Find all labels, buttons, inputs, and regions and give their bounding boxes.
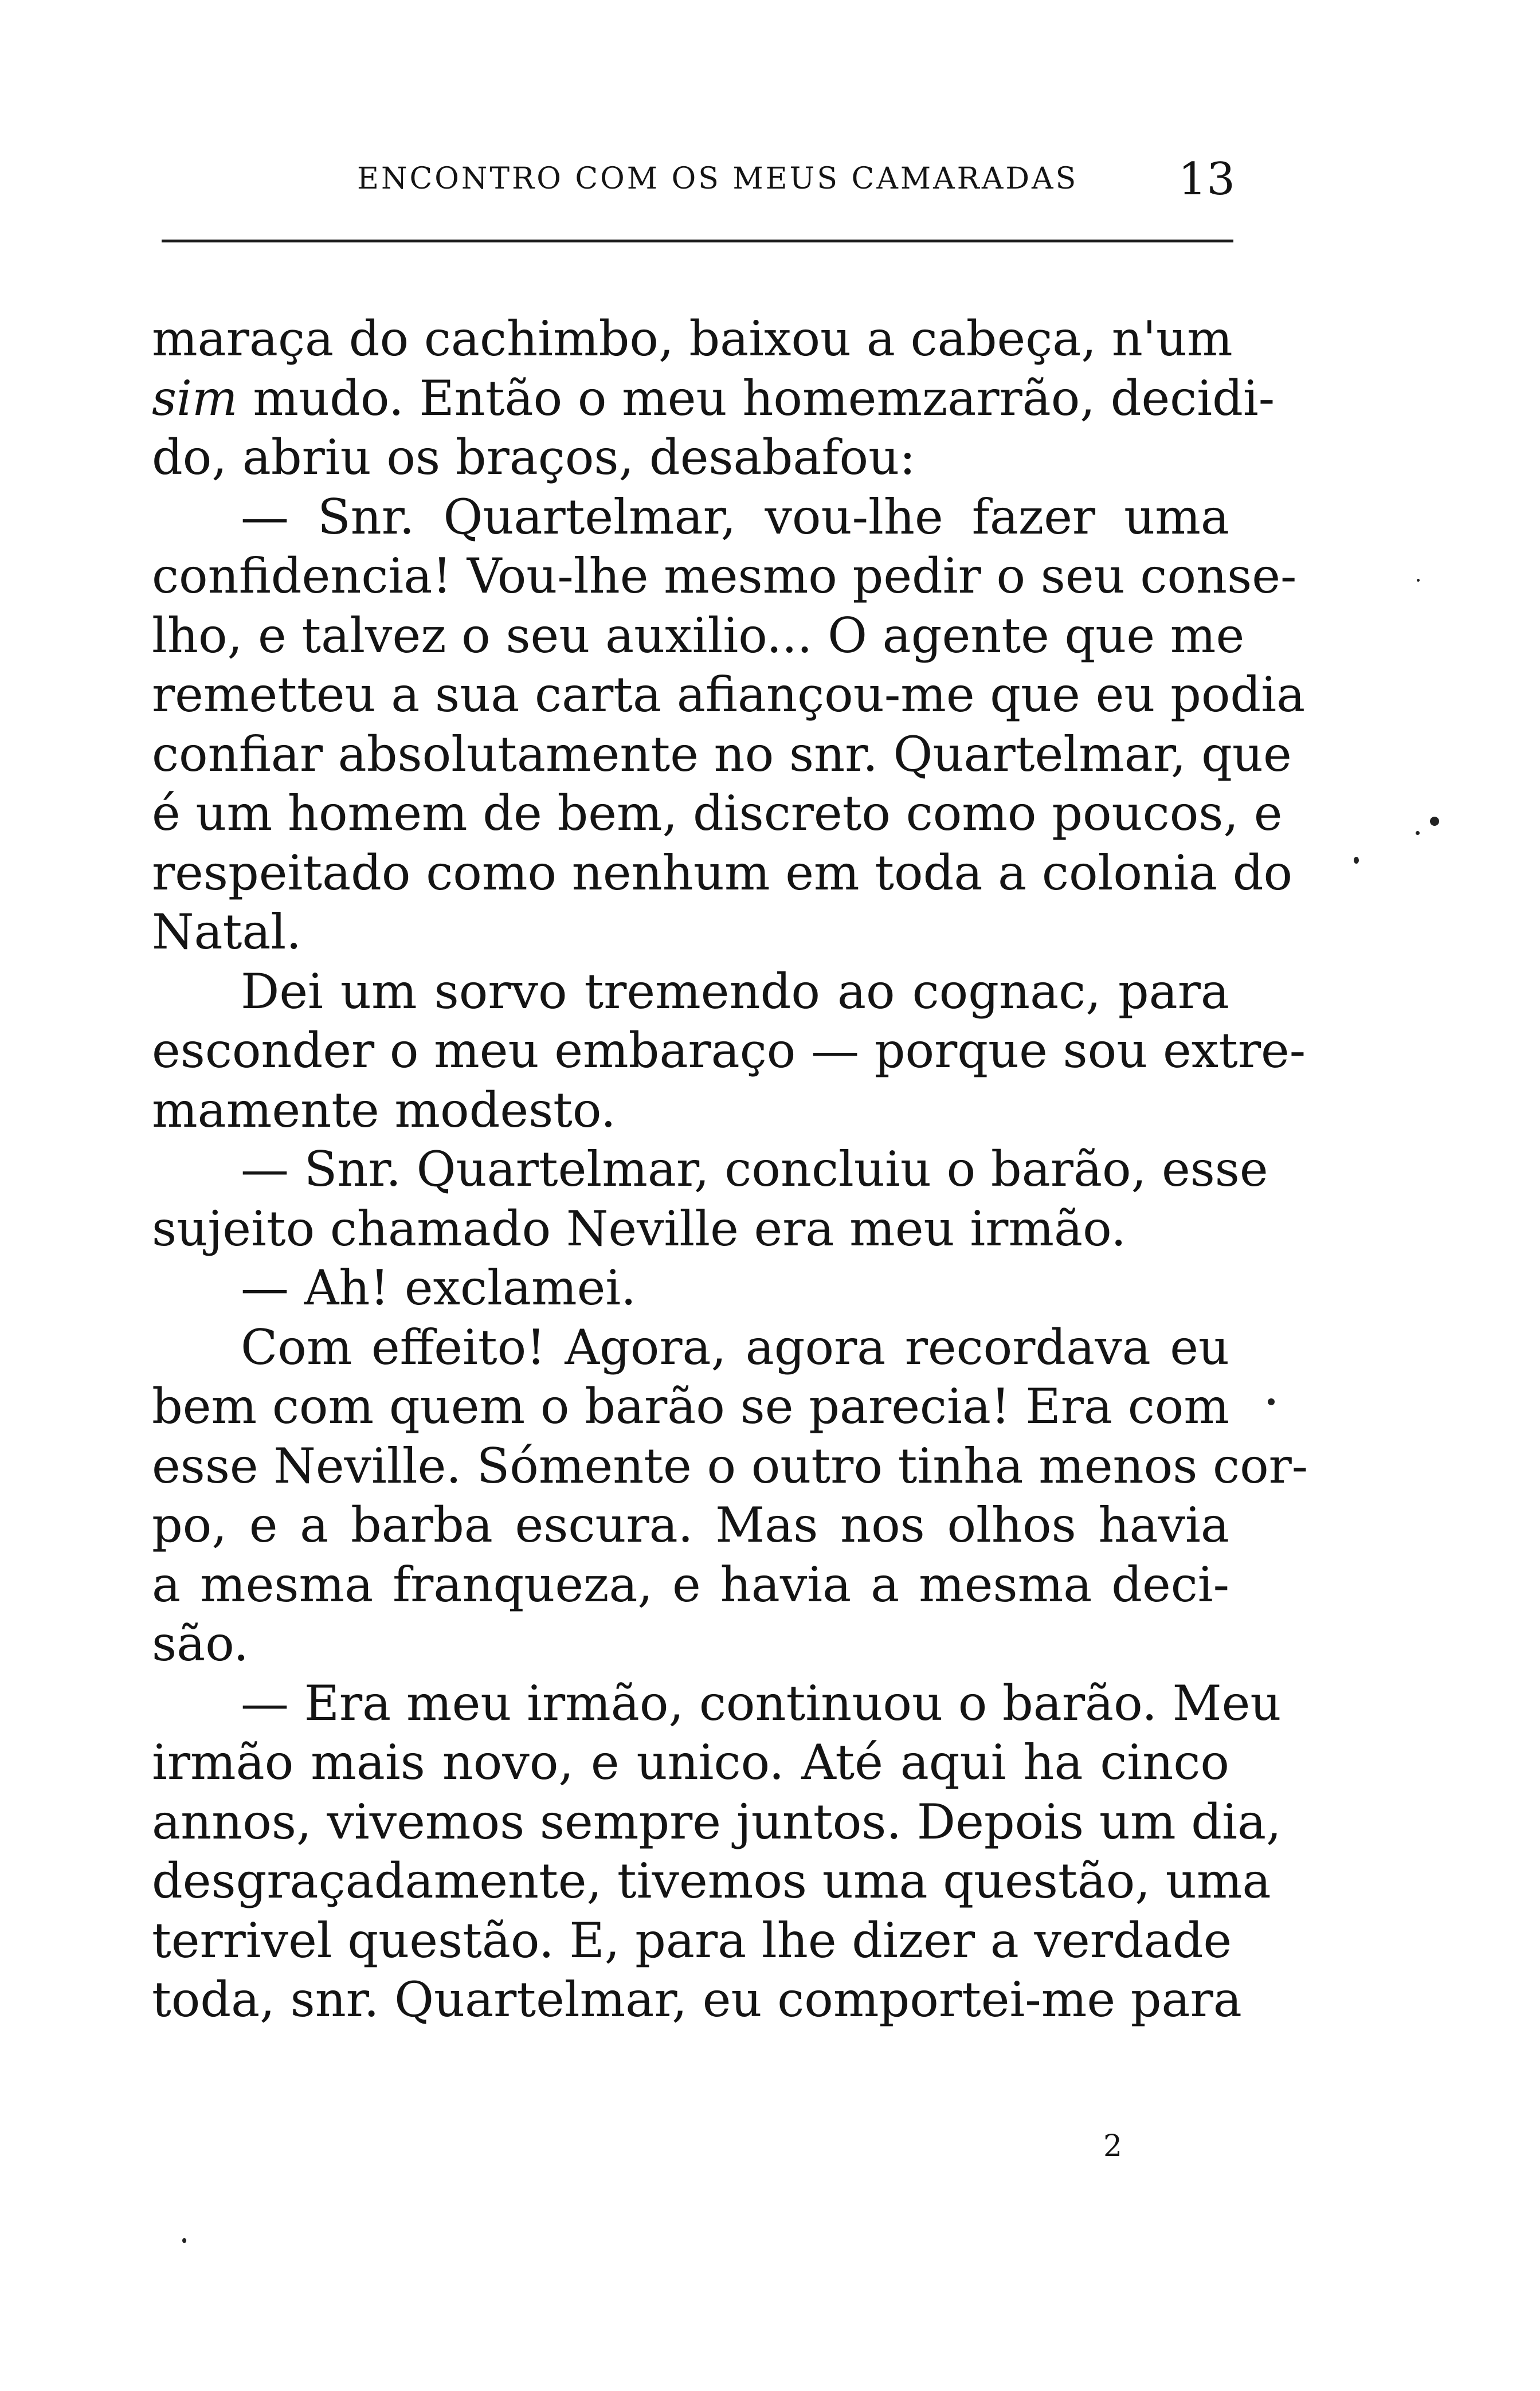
text-line-29: toda, snr. Quartelmar, eu comportei-me para: [152, 1971, 1242, 2028]
text-line-22: a mesma franqueza, e havia a mesma deci-: [152, 1556, 1229, 1613]
text-line-1: maraça do cachimbo, baixou a cabeça, n'um: [152, 311, 1233, 367]
page-number: 13: [1178, 154, 1235, 205]
text-line-14: mamente modesto.: [152, 1081, 616, 1138]
text-line-9: é um homem de bem, discreto como poucos, e: [152, 785, 1283, 841]
running-head: [152, 154, 1235, 205]
text-line-19: bem com quem o barão se parecia! Era com: [152, 1378, 1229, 1434]
text-line-7: remetteu a sua carta afiançou-me que eu podia: [152, 667, 1306, 723]
text-line-28: terrivel questão. E, para lhe dizer a verdade: [152, 1912, 1232, 1969]
text-line-10: respeitado como nenhum em toda a colonia do: [152, 844, 1293, 901]
text-line-2: [152, 369, 1275, 429]
text-line-8: confiar absolutamente no snr. Quartelmar, que: [152, 726, 1292, 782]
text-line-5: confidencia! Vou-lhe mesmo pedir o seu conse-: [152, 548, 1297, 604]
running-title: ENCONTRO COM OS MEUS CAMARADAS: [357, 162, 1079, 196]
ink-speck: [1416, 831, 1420, 835]
text-line-11: Natal.: [152, 904, 301, 960]
text-line-17: — Ah! exclamei.: [241, 1260, 636, 1316]
ink-speck: [182, 2238, 186, 2243]
text-line-6: lho, e talvez o seu auxilio... O agente que me: [152, 607, 1245, 664]
text-line-3: do, abriu os braços, desabafou:: [152, 429, 916, 485]
text-line-16: sujeito chamado Neville era meu irmão.: [152, 1200, 1126, 1257]
text-line-12: Dei um sorvo tremendo ao cognac, para: [241, 963, 1229, 1020]
signature-mark: 2: [1103, 2129, 1123, 2163]
text-line-18: Com effeito! Agora, agora recordava eu: [241, 1319, 1229, 1375]
italic-word: sim: [152, 370, 238, 426]
text-line-26: annos, vivemos sempre juntos. Depois um dia,: [152, 1793, 1282, 1850]
text-line-24: — Era meu irmão, continuou o barão. Meu: [241, 1675, 1282, 1731]
text-line-13: esconder o meu embaraço — porque sou extre-: [152, 1022, 1306, 1079]
text-line-25: irmão mais novo, e unico. Até aqui ha cinco: [152, 1734, 1229, 1790]
text-line-4: — Snr. Quartelmar, vou-lhe fazer uma: [241, 488, 1229, 545]
text-line-27: desgraçadamente, tivemos uma questão, uma: [152, 1853, 1271, 1909]
ink-speck: [1354, 857, 1359, 864]
text-line-23: são.: [152, 1616, 249, 1672]
ink-speck: [1417, 579, 1420, 582]
text-line-20: esse Neville. Sómente o outro tinha menos cor-: [152, 1437, 1308, 1494]
ink-speck: [1268, 1398, 1275, 1405]
header-rule: [162, 240, 1233, 242]
ink-speck: [1430, 817, 1439, 826]
text-line-2-rest: mudo. Então o meu homemzarrão, decidi-: [237, 370, 1275, 426]
text-line-21: po, e a barba escura. Mas nos olhos havia: [152, 1497, 1229, 1553]
body-text: [152, 309, 1308, 2030]
text-line-15: — Snr. Quartelmar, concluiu o barão, esse: [241, 1141, 1268, 1197]
